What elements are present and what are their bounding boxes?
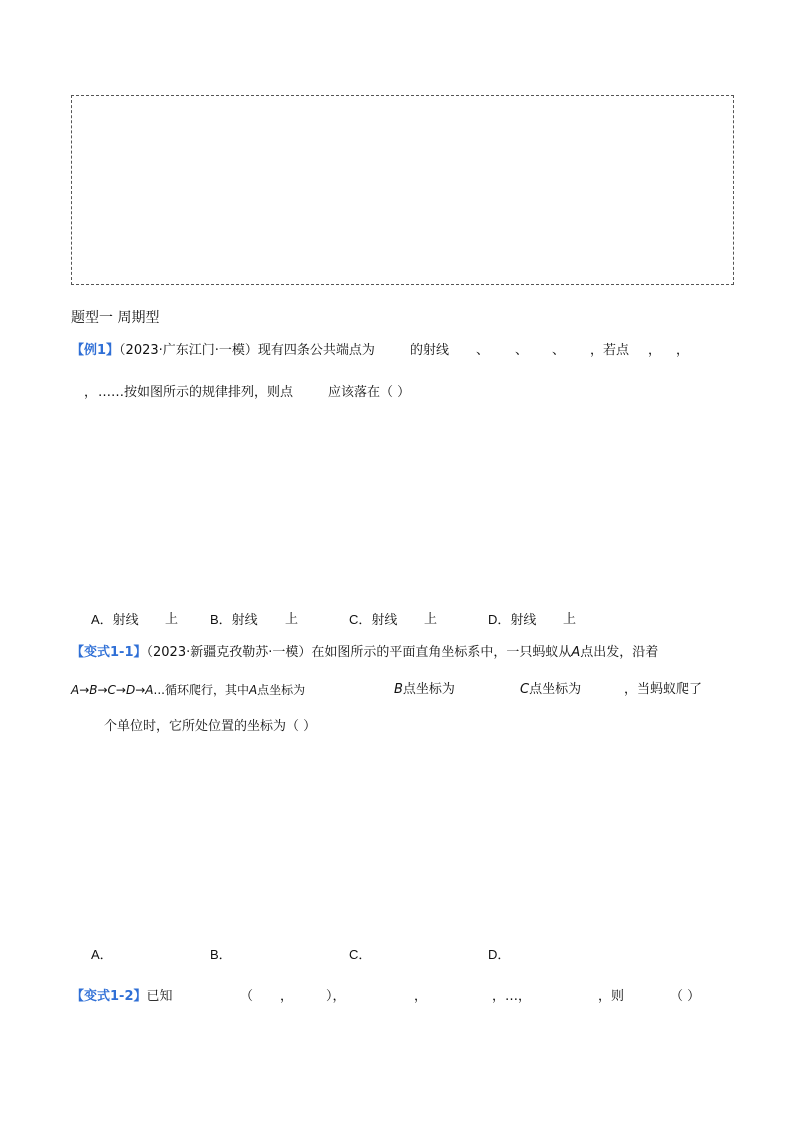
variant11-option-c: C． [349,947,372,962]
comma: ， [676,343,690,358]
variant11-line3: 个单位时，它所处位置的坐标为（ ） [104,719,317,734]
ellipsis: ，…， [492,989,532,1004]
option-a: A．射线 [91,612,139,627]
example1-line1: 【例1】（2023·广东江门·一模）现有四条公共端点为 [71,343,375,358]
paren-close: ）， [326,989,346,1004]
sep: 、 [515,343,529,358]
variant11-b-label: B点坐标为 [394,682,455,697]
comma: ， [648,343,662,358]
example1-tag: 【例1】 [71,343,120,358]
option-d: D．射线 [488,612,537,627]
dashed-frame [71,95,734,285]
option-d-after: 上 [563,612,577,627]
variant11-line2-end: ，当蚂蚁爬了 [624,682,703,697]
option-c-after: 上 [424,612,438,627]
answer-paren: （ ） [670,989,701,1004]
text-if-point: ，若点 [590,343,630,358]
variant11-c-label: C点坐标为 [520,682,582,697]
text-then: ，则 [598,989,625,1004]
variant11-line1: 【变式1-1】（2023·新疆克孜勒苏·一模）在如图所示的平面直角坐标系中，一只蚂蚁从A点出发，沿着 [71,645,659,660]
text-ray: 的射线 [410,343,450,358]
sep: 、 [552,343,566,358]
variant11-option-a: A． [91,947,113,962]
paren-open: （ [240,989,254,1004]
option-c: C．射线 [349,612,398,627]
section-title: 题型一 周期型 [71,310,160,326]
variant12-tag: 【变式1-2】 [71,989,147,1004]
comma: ， [414,989,428,1004]
variant12-line: 【变式1-2】已知 [71,989,173,1004]
option-b-after: 上 [285,612,299,627]
comma: ， [280,989,294,1004]
sep: 、 [476,343,490,358]
example1-line2-end: 应该落在（ ） [328,385,411,400]
comma: ， [84,385,98,400]
option-b: B．射线 [210,612,258,627]
variant11-line2: A→B→C→D→A...循环爬行，其中A点坐标为 [71,683,306,697]
variant11-tag: 【变式1-1】 [71,645,147,660]
variant11-option-d: D． [488,947,511,962]
option-a-after: 上 [165,612,179,627]
variant11-option-b: B． [210,947,232,962]
example1-line2-text: ……按如图所示的规律排列，则点 [98,385,294,400]
